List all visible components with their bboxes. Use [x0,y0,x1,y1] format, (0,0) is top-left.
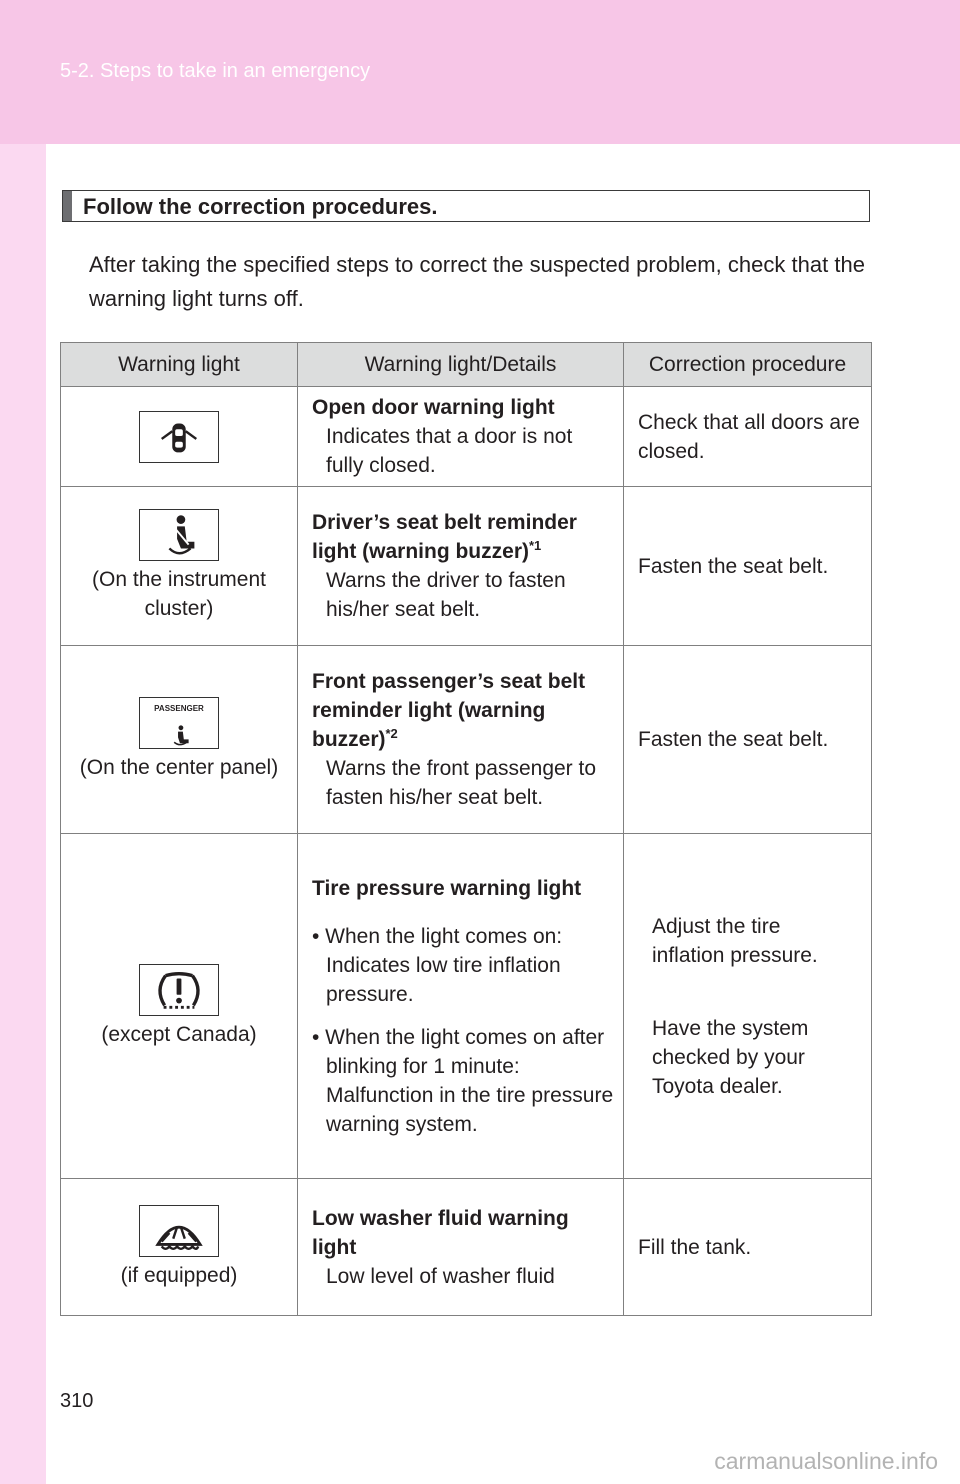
details-cell [298,646,624,834]
light-caption: (if equipped) [120,1263,238,1287]
warning-light-cell [61,1179,298,1316]
light-caption: (On the center panel) [79,756,279,779]
case-condition-text: • When the light comes on after blinking for 1 minute: [312,1025,605,1078]
spacer [312,903,615,922]
spacer [638,970,861,1014]
page-number: 310 [60,1390,94,1412]
details-cell [298,834,624,1179]
seat-belt-icon [139,509,219,561]
watermark: carmanualsonline.info [714,1448,938,1474]
warning-light-cell [61,646,298,834]
table-row [61,487,872,646]
details-cell [298,1179,624,1316]
correction-cell [624,834,872,1179]
footnote-marker: *2 [385,726,398,741]
case-detail: Indicates low tire inflation pressure. [326,953,561,1006]
light-title [312,508,615,566]
heading-text: Follow the correction procedures. [83,194,438,219]
washer-fluid-icon [139,1205,219,1257]
table-row [61,834,872,1179]
details-cell [298,387,624,487]
side-band [0,144,46,1484]
light-title: Tire pressure warning light [312,876,582,900]
intro-paragraph: After taking the specified steps to correct the suspected problem, check that the warning light turns off. [89,252,865,311]
warning-light-cell [61,834,298,1179]
warning-light-table [60,342,872,1316]
case-correction: Adjust the tire inflation pressure. [652,914,818,967]
warning-light-cell [61,487,298,646]
tire-pressure-icon [139,964,219,1016]
heading-bar [63,191,72,221]
table-row [61,387,872,487]
correction-cell: Fill the tank. [624,1179,872,1316]
spacer [312,1009,615,1023]
details-cell [298,487,624,646]
passenger-label: PASSENGER [154,704,204,713]
light-detail: Warns the front passenger to fasten his/her seat belt. [326,757,597,809]
warning-light-cell [61,387,298,487]
table-header-row [61,343,872,387]
light-title-text: Driver’s seat belt reminder light (warning buzzer) [312,511,577,563]
column-header: Warning light/Details [298,343,624,387]
section-heading [62,190,870,222]
table-row [61,646,872,834]
table-row [61,1179,872,1316]
section-breadcrumb: 5-2. Steps to take in an emergency [60,60,371,82]
light-detail: Indicates that a door is not fully closed. [326,425,573,477]
case-correction: Have the system checked by your Toyota dealer. [652,1016,809,1098]
case-condition: • When the light comes on: [312,924,563,948]
case-detail: Malfunction in the tire pressure warning system. [326,1083,614,1136]
open-door-icon [139,411,219,463]
light-detail: Low level of washer fluid [326,1264,555,1288]
correction-cell: Fasten the seat belt. [624,487,872,646]
light-caption: (except Canada) [101,1022,257,1046]
light-title: Open door warning light [312,396,555,419]
column-header: Warning light [61,343,298,387]
light-caption: (On the instrument cluster) [92,568,266,620]
light-title: Low washer fluid warning light [312,1206,569,1259]
footnote-marker: *1 [528,538,542,553]
light-title-text: Front passenger’s seat belt reminder light (warning buzzer) [312,670,586,751]
light-detail: Warns the driver to fasten his/her seat belt. [326,569,566,621]
passenger-seat-belt-icon [139,697,219,749]
case-condition [312,1023,615,1139]
column-header: Correction procedure [624,343,872,387]
light-title [312,667,615,754]
correction-cell: Check that all doors are closed. [624,387,872,487]
correction-cell: Fasten the seat belt. [624,646,872,834]
